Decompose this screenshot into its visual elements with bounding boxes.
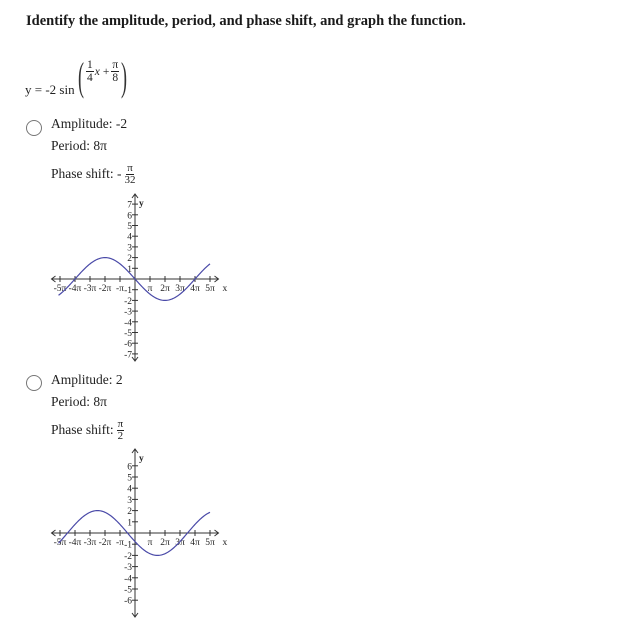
x-tick-label: -4π	[68, 284, 82, 294]
x-tick-label: -5π	[53, 284, 67, 294]
x-tick-label: -π	[116, 284, 124, 294]
x-tick-label: -4π	[68, 538, 82, 548]
left-paren: (	[78, 54, 84, 99]
radio-button-b[interactable]	[26, 375, 42, 391]
x-tick-label: 3π	[175, 538, 185, 548]
sine-graph-b	[40, 445, 240, 625]
right-paren: )	[121, 54, 127, 99]
y-tick-label: 4	[127, 232, 132, 243]
x-axis-label: x	[222, 284, 228, 294]
y-tick-label: 5	[127, 222, 132, 232]
period-label: Period: 8π	[51, 394, 107, 409]
y-tick-label: -1	[124, 540, 132, 551]
y-tick-label: 6	[127, 462, 132, 473]
amplitude-label: Amplitude: -2	[51, 116, 128, 131]
y-tick-label: -2	[124, 551, 132, 562]
sine-graph-a	[40, 188, 240, 368]
y-tick-label: -2	[124, 296, 132, 307]
x-tick-label: π	[147, 538, 153, 548]
question-prompt: Identify the amplitude, period, and phase shift, and graph the function.	[26, 13, 466, 29]
radio-button-a[interactable]	[26, 120, 42, 136]
shift-fraction: $\frac{\pi}{8}$	[112, 59, 119, 84]
y-tick-label: -3	[124, 307, 132, 318]
x-tick-label: -3π	[83, 538, 97, 548]
amplitude-label: Amplitude: 2	[51, 372, 123, 387]
graph-option-b	[40, 445, 240, 625]
x-tick-label: -2π	[98, 284, 112, 294]
y-tick-label: 3	[127, 243, 132, 254]
x-tick-label: 4π	[190, 538, 200, 548]
x-tick-label: 2π	[160, 538, 170, 548]
period-label: Period: 8π	[51, 138, 107, 153]
phase-shift-fraction: $\frac{\pi}{32}$	[124, 161, 136, 186]
x-tick-label: -2π	[98, 538, 112, 548]
x-tick-label: 2π	[160, 284, 170, 294]
x-tick-label: 3π	[175, 284, 185, 294]
x-tick-label: π	[147, 284, 153, 294]
y-tick-label: 2	[127, 507, 132, 518]
x-tick-label: -3π	[83, 284, 97, 294]
x-axis-label: x	[222, 538, 228, 548]
phase-shift-label: Phase shift: -	[51, 166, 122, 181]
option-a-text	[51, 115, 136, 189]
y-tick-label: -7	[124, 350, 132, 361]
y-tick-label: 4	[127, 484, 132, 495]
formula-argument: $\frac{1}{4}$ x + $\frac{\pi}{8}$	[87, 59, 119, 84]
x-tick-label: -π	[116, 538, 124, 548]
y-axis-label: y	[139, 199, 144, 209]
y-axis-label: y	[139, 454, 144, 464]
x-tick-label: 4π	[190, 284, 200, 294]
y-tick-label: 3	[127, 495, 132, 506]
graph-option-a	[40, 188, 240, 368]
phase-shift-fraction: $\frac{\pi}{2}$	[117, 417, 124, 442]
y-tick-label: 6	[127, 211, 132, 222]
phase-shift-label: Phase shift:	[51, 422, 114, 437]
y-tick-label: -5	[124, 329, 132, 339]
x-tick-label: 5π	[205, 538, 215, 548]
y-tick-label: 2	[127, 254, 132, 265]
formula-lhs: y = -2 sin	[25, 82, 75, 97]
coefficient-fraction: $\frac{1}{4}$	[87, 59, 93, 84]
option-b-text	[51, 371, 124, 445]
x-tick-label: -5π	[53, 538, 67, 548]
y-tick-label: -4	[124, 574, 132, 585]
x-tick-label: 5π	[205, 284, 215, 294]
y-tick-label: -4	[124, 318, 132, 329]
y-tick-label: 1	[127, 518, 132, 529]
y-tick-label: 5	[127, 473, 132, 484]
y-tick-label: -5	[124, 585, 132, 596]
y-tick-label: -3	[124, 563, 132, 574]
function-formula	[25, 55, 165, 100]
y-tick-label: -6	[124, 339, 132, 350]
y-tick-label: 7	[127, 200, 132, 211]
y-tick-label: -1	[124, 286, 132, 297]
y-tick-label: 1	[127, 264, 132, 275]
phase-shift-line	[51, 415, 124, 445]
y-tick-label: -6	[124, 596, 132, 607]
phase-shift-line	[51, 159, 136, 189]
